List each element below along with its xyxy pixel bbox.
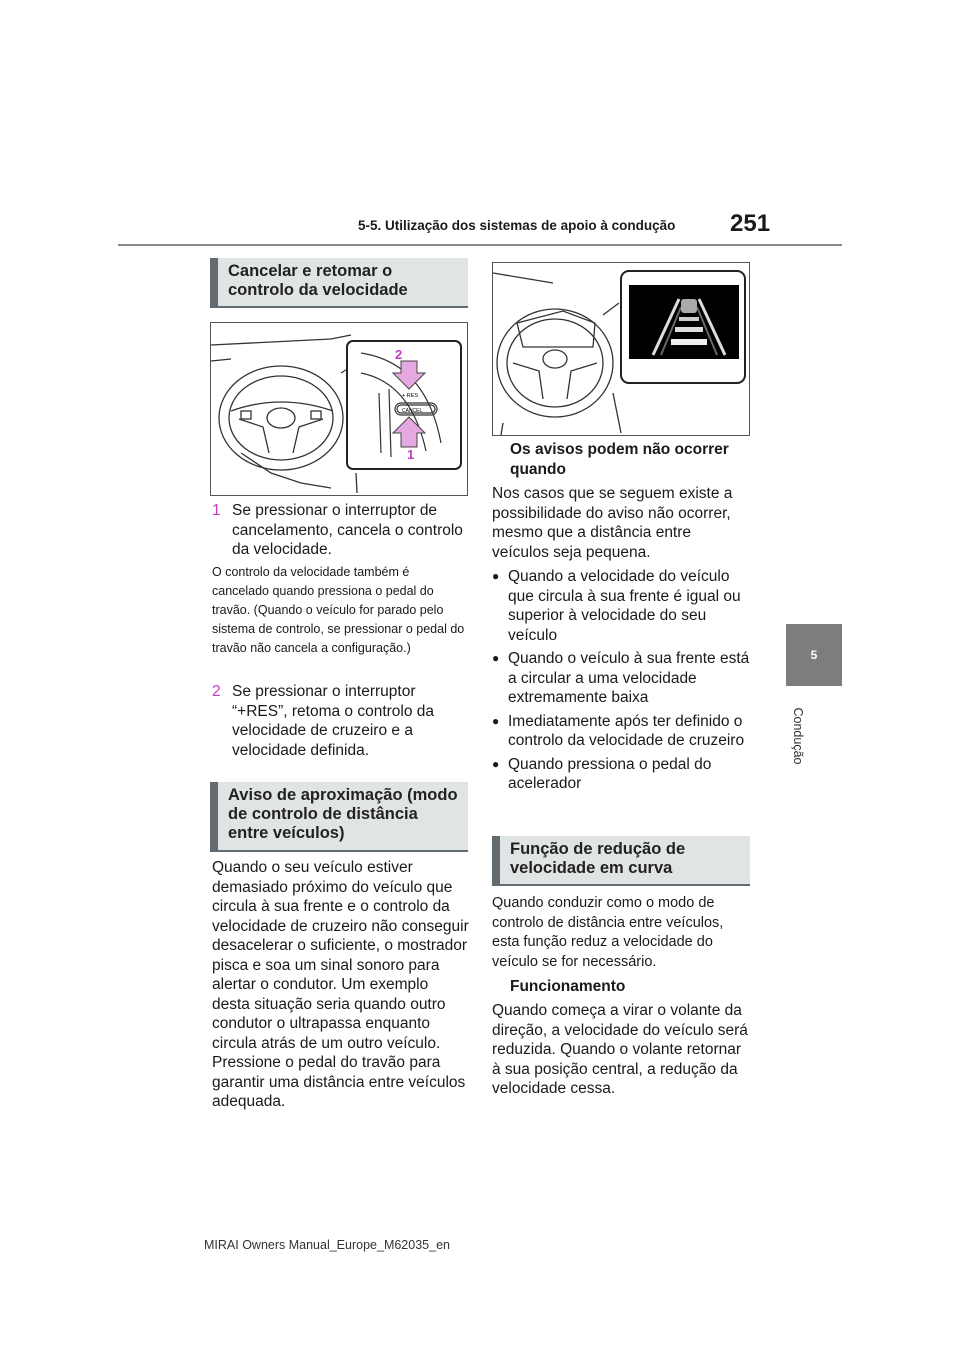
- steering-wheel-illustration: [211, 323, 467, 495]
- list-item-text: Quando pressiona o pedal do acelerador: [508, 755, 712, 792]
- step-text: Se pressionar o interruptor de cancelamento, cancela o controlo da velocidade.: [232, 502, 463, 558]
- step-1: [212, 501, 470, 560]
- approach-warning-paragraph: Quando o seu veículo estiver demasiado próximo do veículo que circula à sua frente e o controlo da velocidade de cruzeiro não conseguir desacelerar o suficiente, o mostrador pisca e soa um sinal sonoro para alertar o condutor. Um exemplo desta situação seria quando outro condutor o ultrapassa enquanto circula atrás de um outro veículo. Pressione o pedal do travão para garantir uma distância entre veículos adequada.: [212, 859, 469, 1110]
- bullet-dot-icon: ●: [492, 713, 500, 728]
- warnings-intro-paragraph: Nos casos que se seguem existe a possibilidade do aviso não ocorrer, mesmo que a distância entre veículos seja pequena.: [492, 485, 733, 561]
- operation-paragraph: Quando começa a virar o volante da direção, a velocidade do veículo será reduzida. Quando o volante retornar à sua posição central, a redução da velocidade cessa.: [492, 1002, 748, 1097]
- list-item-text: Quando a velocidade do veículo que circula à sua frente é igual ou superior à velocidade do seu veículo: [508, 568, 741, 644]
- chapter-tab: [786, 624, 842, 686]
- list-item-text: Quando o veículo à sua frente está a circular a uma velocidade extremamente baixa: [508, 650, 750, 706]
- section-title-text: Função de redução de velocidade em curva: [510, 840, 686, 877]
- section-header-approach-warning: [210, 782, 468, 852]
- step-number: 1: [212, 502, 221, 519]
- figure-steering-switch: [210, 322, 468, 496]
- list-item: [492, 649, 750, 708]
- bullet-dot-icon: ●: [492, 651, 500, 665]
- figure-display-warning: [492, 262, 750, 436]
- list-item: [492, 712, 750, 751]
- display-illustration: [493, 263, 749, 435]
- list-item: [492, 755, 750, 794]
- subheading-warnings-may-not-occur: Os avisos podem não ocorrer quando: [510, 441, 729, 478]
- callout-number-2: 2: [395, 347, 403, 362]
- switch-res-label: + RES: [402, 393, 419, 399]
- section-title-text: Aviso de aproximação (modo de controlo de distância entre veículos): [228, 786, 458, 842]
- header-divider: [118, 244, 842, 246]
- list-item: [492, 567, 750, 645]
- bullet-dot-icon: ●: [492, 569, 500, 583]
- chapter-label: Condução: [791, 707, 805, 765]
- callout-number-1: 1: [407, 447, 415, 462]
- chapter-number: 5: [810, 648, 818, 662]
- section-title-text: Cancelar e retomar o controlo da velocidade: [228, 262, 408, 299]
- note-text: O controlo da velocidade também é cancelado quando pressiona o pedal do travão. (Quando o veículo for parado pelo sistema de controlo, se pressionar o pedal do travão não cancela a configuração.): [212, 565, 465, 655]
- section-header-curve-speed-reduction: [492, 836, 750, 886]
- step-number: 2: [212, 683, 221, 700]
- bullet-dot-icon: ●: [492, 756, 500, 771]
- subheading-operation: Funcionamento: [510, 978, 626, 995]
- step-2: [212, 682, 470, 760]
- step-text: Se pressionar o interruptor “+RES”, retoma o controlo da velocidade de cruzeiro e a velocidade definida.: [232, 683, 435, 759]
- switch-cancel-label: CANCEL: [402, 408, 423, 414]
- warnings-bullet-list: [492, 567, 750, 794]
- section-header-cancel-resume: [210, 258, 468, 308]
- footer-manual-id: MIRAI Owners Manual_Europe_M62035_en: [204, 1238, 450, 1252]
- page-number: 251: [730, 210, 771, 237]
- header-section-title: 5-5. Utilização dos sistemas de apoio à condução: [358, 218, 676, 233]
- curve-function-paragraph: Quando conduzir como o modo de controlo de distância entre veículos, esta função reduz a velocidade do veículo se for necessário.: [492, 895, 724, 970]
- list-item-text: Imediatamente após ter definido o controlo da velocidade de cruzeiro: [508, 712, 745, 749]
